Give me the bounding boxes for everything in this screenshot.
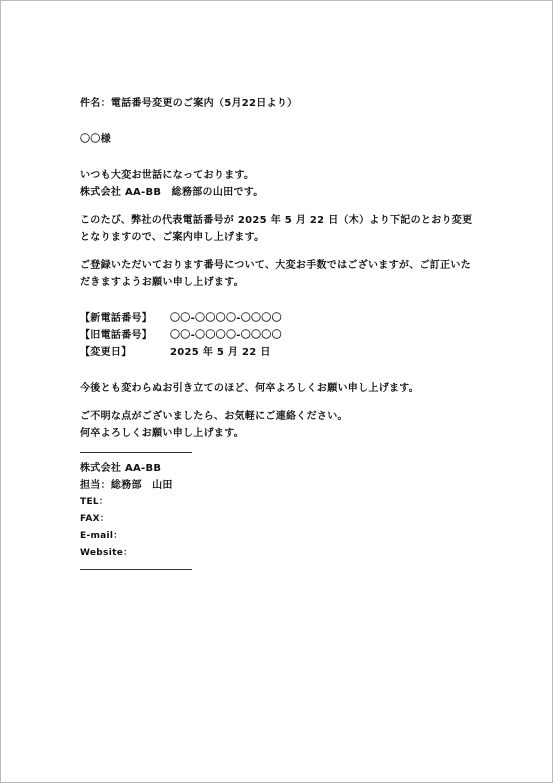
signature-website: Website： xyxy=(80,548,133,558)
signature-company: 株式会社 AA-BB xyxy=(80,463,162,474)
signature-person: 担当：総務部 山田 xyxy=(80,480,173,491)
detail-row-old-number xyxy=(80,327,480,344)
detail-row-change-date xyxy=(80,344,480,361)
signature-bottom-rule xyxy=(80,569,192,570)
detail-value: 〇〇-〇〇〇〇-〇〇〇〇 xyxy=(170,313,282,324)
greeting-line-2: 株式会社 AA-BB 総務部の山田です。 xyxy=(80,187,264,198)
detail-value: 〇〇-〇〇〇〇-〇〇〇〇 xyxy=(170,330,282,341)
signature-email: E-mail： xyxy=(80,531,123,541)
signature-tel: TEL： xyxy=(80,497,109,507)
signature-fax: FAX： xyxy=(80,514,110,524)
subject-line: 件名：電話番号変更のご案内（5月22日より） xyxy=(80,98,298,109)
detail-label: 【新電話番号】 xyxy=(80,313,153,324)
detail-label: 【旧電話番号】 xyxy=(80,330,153,341)
closing-paragraph-1: 今後とも変わらぬお引き立てのほど、何卒よろしくお願い申し上げます。 xyxy=(80,383,420,394)
detail-row-new-number xyxy=(80,310,480,327)
detail-label: 【変更日】 xyxy=(80,347,132,358)
closing-line-2: 何卒よろしくお願い申し上げます。 xyxy=(80,428,244,439)
announcement-paragraph: このたび、弊社の代表電話番号が 2025 年 5 月 22 日（木）より下記のとおり変更となりますので、ご案内申し上げます。 xyxy=(80,215,473,243)
greeting-line-1: いつも大変お世話になっております。 xyxy=(80,170,255,181)
addressee: 〇〇様 xyxy=(80,134,111,145)
signature-block xyxy=(80,460,480,562)
request-paragraph: ご登録いただいております番号について、大変お手数ではございますが、ご訂正いただきますようお願い申し上げます。 xyxy=(80,260,471,288)
letter-body xyxy=(80,95,480,577)
closing-line-1: ご不明な点がございましたら、お気軽にご連絡ください。 xyxy=(80,411,348,422)
detail-value: 2025 年 5 月 22 日 xyxy=(170,347,271,358)
signature-top-rule xyxy=(80,452,192,453)
